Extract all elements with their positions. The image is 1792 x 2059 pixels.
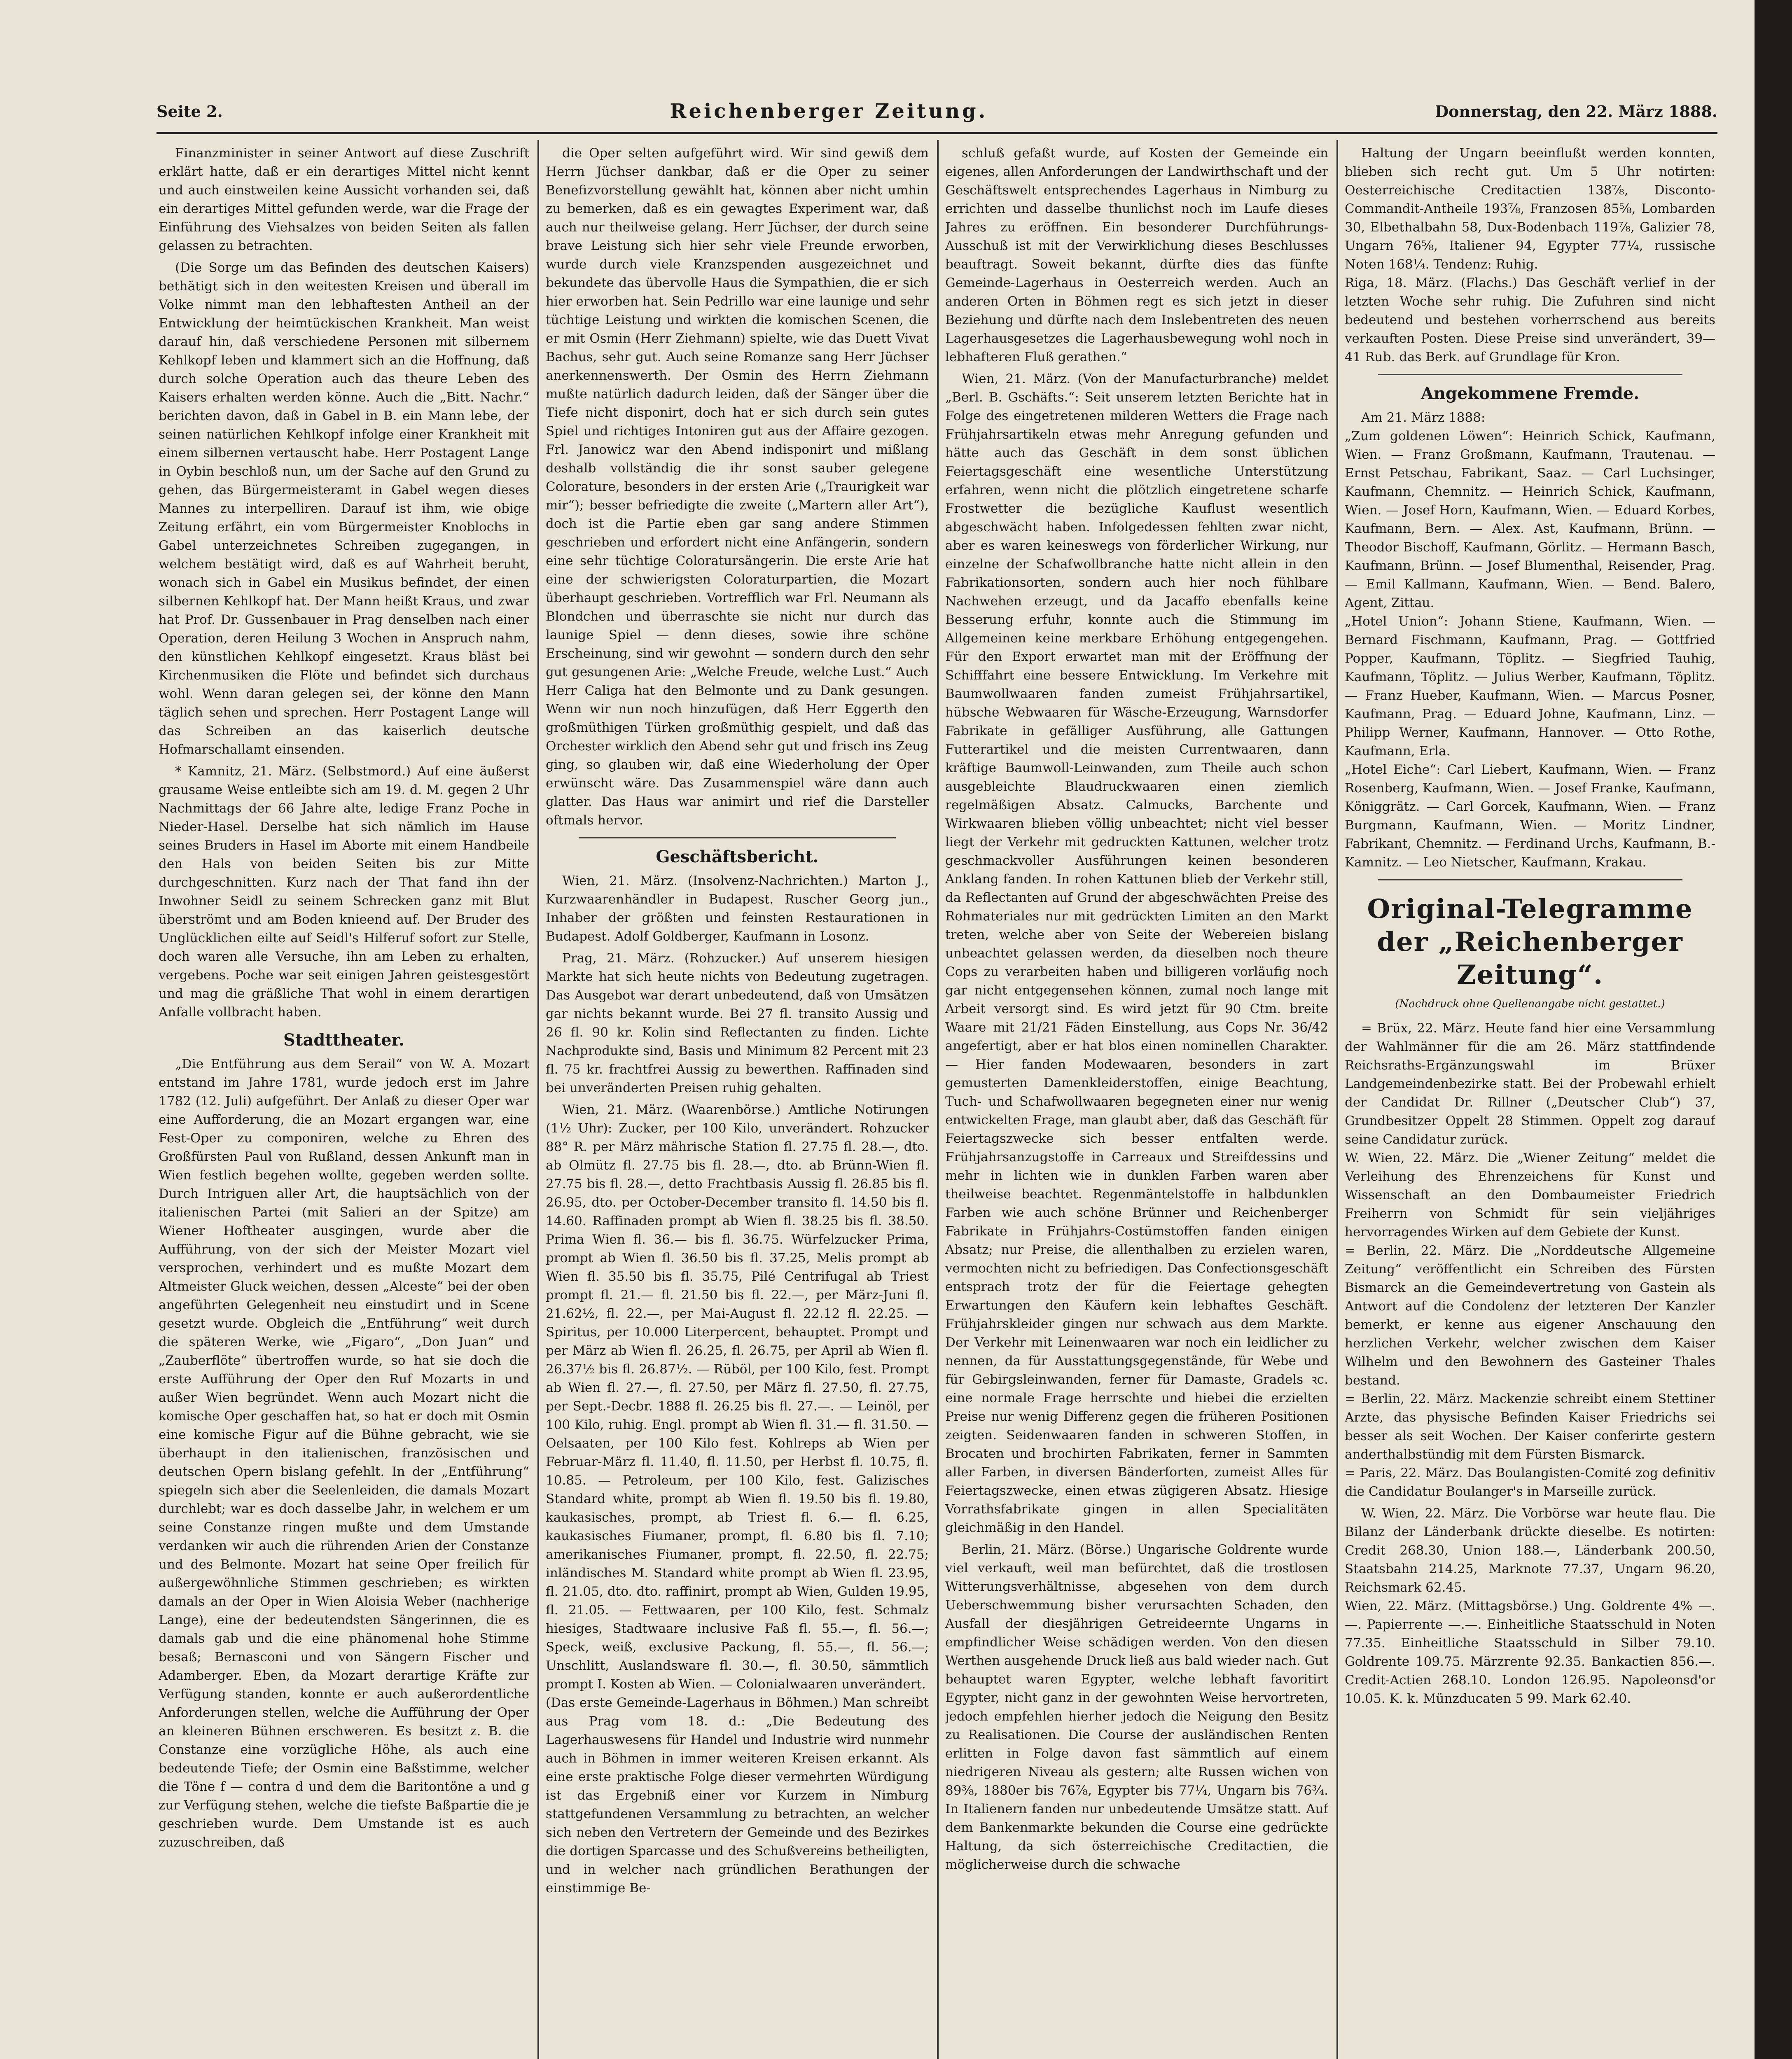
article-paragraph: Haltung der Ungarn beeinflußt werden konnten, blieben sich recht gut. Um 5 Uhr notirten: Oesterreichische Creditactien 138⅞, Disconto-Commandit-Antheile 193⅞, Franzosen 85⅝, Lombarden 30, Elbethalbahn 58, Dux-Bodenbach 119⅞, Galizier 78, Ungarn 76⅝, Italiener 94, Egypter 77¼, russische Noten 168¼. Tendenz: Ruhig. Riga, 18. März. (Flachs.) Das Geschäft verlief in der letzten Woche sehr ruhig. Die Zufuhren sind nicht bedeutend und bestehen vorherrschend aus bereits verkauften Posten. Diese Preise sind unverändert, 39—41 Rub. das Berk. auf Grundlage für Kron. (1345, 146, 1715, 364)
article-paragraph: „Die Entführung aus dem Serail“ von W. A. Mozart entstand im Jahre 1781, wurde jedoch erst im Jahre 1782 (12. Juli) aufgeführt. Der Anlaß zu dieser Oper war eine Aufforderung, die an Mozart ergangen war, eine Fest-Oper zu componiren, welche zu Ehren des Großfürsten Paul von Rußland, dessen Ankunft man in Wien festlich begehen wollte, gegeben werden sollte. Durch Intriguen aller Art, die hauptsächlich von der italienischen Partei (mit Salieri an der Spitze) am Wiener Hoftheater ausgingen, wurde aber die Aufführung, von der sich der Meister Mozart viel versprochen, verhindert und es mußte Mozart dem Altmeister Gluck weichen, dessen „Alceste“ bei der oben angeführten Gelegenheit neu einstudirt und in Scene gesetzt wurde. Obgleich die „Entführung“ weit durch die späteren Werke, wie „Figaro“, „Don Juan“ und „Zauberflöte“ übertroffen wurde, so hat sie doch die erste Aufführung der Oper den Ruf Mozarts in und außer Wien begründet. Wenn auch Mozart nicht die komische Oper geschaffen hat, so hat er doch mit Osmin eine komische Figur auf die Bühne gebracht, wie sie überhaupt in den italienischen, französischen und deutschen Opern bislang gefehlt. In der „Entführung“ spiegeln sich aber die Seelenleiden, die damals Mozart durchlebt; war es doch dasselbe Jahr, in welchem er um seine Constanze ringen mußte und dem Umstande verdanken wir auch die rührenden Arien der Constanze und des Belmonte. Mozart hat seine Oper freilich für außergewöhnliche Stimmen geschrieben; es wirkten damals an der Oper in Wien Aloisia Weber (nachherige Lange), eine der bedeutendsten Sängerinnen, die es damals gab und die eine phänomenal hohe Stimme besaß; Bernasconi und von Sängern Fischer und Adamberger. Eben, da Mozart derartige Kräfte zur Verfügung standen, konnte er auch außerordentliche Anforderungen stellen, welche die Aufführung der Oper an kleineren Bühnen erschweren. Es besitzt z. B. die Constanze eine vorzügliche Höhe, als auch eine bedeutende Tiefe; der Osmin eine Baßstimme, welcher die Töne f — contra d und dem die Baritontöne a und g zur Verfügung stehen, welche die tiefste Baßpartie die je geschrieben wurde. Dem Umstande ist es auch zuzuschreiben, daß (159, 1057, 529, 1850)
article-paragraph: Am 21. März 1888: „Zum goldenen Löwen“: Heinrich Schick, Kaufmann, Wien. — Franz Großmann, Kaufmann, Trautenau. — Ernst Petschau, Fabrikant, Saaz. — Carl Luchsinger, Kaufmann, Chemnitz. — Heinrich Schick, Kaufmann, Wien. — Josef Horn, Kaufmann, Wien. — Eduard Korbes, Kaufmann, Bern. — Alex. Ast, Kaufmann, Brünn. — Theodor Bischoff, Kaufmann, Görlitz. — Hermann Basch, Kaufmann, Brünn. — Josef Blumenthal, Reisender, Prag. — Emil Kallmann, Kaufmann, Wien. — Bend. Balero, Agent, Zittau. „Hotel Union“: Johann Stiene, Kaufmann, Wien. — Bernard Fischmann, Kaufmann, Prag. — Gottfried Popper, Kaufmann, Töplitz. — Siegfried Tauhig, Kaufmann, Töplitz. — Julius Werber, Kaufmann, Töplitz. — Franz Hueber, Kaufmann, Wien. — Marcus Posner, Kaufmann, Prag. — Eduard Johne, Kaufmann, Linz. — Philipp Werner, Kaufmann, Hannover. — Otto Rothe, Kaufmann, Erla. „Hotel Eiche“: Carl Liebert, Kaufmann, Wien. — Franz Rosenberg, Kaufmann, Wien. — Josef Franke, Kaufmann, Königgrätz. — Carl Gorcek, Kaufmann, Wien. — Franz Burgmann, Kaufmann, Wien. — Moritz Lindner, Fabrikant, Chemnitz. — Ferdinand Urchs, Kaufmann, B.-Kamnitz. — Leo Nietscher, Kaufmann, Krakau. (1345, 410, 1715, 870)
article-paragraph: (Die Sorge um das Befinden des deutschen Kaisers) bethätigt sich in den weitesten Kreisen und überall im Volke nimmt man den lebhaftesten Antheil an der Entwicklung der heimtückischen Krankheit. Man weist darauf hin, daß verschiedene Personen mit silbernem Kehlkopf leben und klammert sich an die Hoffnung, daß durch solche Operation auch das theure Leben des Kaisers erhalten werden könne. Auch die „Bitt. Nachr.“ berichten davon, daß in Gabel in B. ein Mann lebe, der seinen natürlichen Kehlkopf infolge einer Krankheit mit einem silbernen vertauscht habe. Herr Postagent Lange in Oybin beschloß nun, um der Sache auf den Grund zu gehen, das Bürgermeisteramt in Gabel wegen dieses Mannes zu interpelliren. Darauf ist ihm, wie obige Zeitung erfährt, ein vom Bürgermeister Knoblochs in Gabel unterzeichnetes Schreiben zugegangen, in welchem bestätigt wird, daß es auf Wahrheit beruht, wonach sich in Gabel ein Musikus befindet, der einen silbernen Kehlkopf hat. Der Mann heißt Kraus, und zwar hat Prof. Dr. Gussenbauer in Prag denselben nach einer Operation, deren Heilung 3 Wochen in Anspruch nahm, den künstlichen Kehlkopf eingesetzt. Kraus bläst bei Kirchenmusiken die Flöte und befindet sich durchaus wohl. Wenn daran gelegen sei, der könne den Mann täglich sehen und sprechen. Herr Postagent Lange will das Schreiben an das kaiserlich deutsche Hofmarschallamt einsenden. (159, 260, 529, 757)
top-rule (157, 132, 1717, 134)
article-paragraph: W. Wien, 22. März. Die Vorbörse war heute flau. Die Bilanz der Länderbank drückte dieselbe. Es notirten: Credit 268.30, Union 188.—, Länderbank 200.50, Staatsbahn 214.25, Marknote 77.37, Ungarn 96.20, Reichsmark 62.45. Wien, 22. März. (Mittagsbörse.) Ung. Goldrente 4% —.—. Papierrente —.—. Einheitliche Staatsschuld in Noten 77.35. Einheitliche Staatsschuld in Silber 79.10. Goldrente 109.75. Märzrente 92.35. Bankactien 856.—. Credit-Actien 268.10. London 126.95. Napoleonsd'or 10.05. K. k. Münzducaten 5 99. Mark 62.40. (1345, 1506, 1715, 1706)
section-heading: Stadttheater. (283, 1030, 404, 1050)
issue-date: Donnerstag, den 22. März 1888. (1435, 102, 1717, 121)
article-paragraph: Wien, 21. März. (Von der Manufacturbranche) meldet „Berl. B. Gschäfts.“: Seit unserem letzten Berichte hat in Folge des eingetretenen milderen Wetters die Frage nach Frühjahrsartikeln etwas mehr Anregung gefunden und hätte auch das Geschäft in dem sonst üblichen Feiertagsgeschäft eine wesentliche Unterstützung erfahren, wenn nicht die plötzlich eingetretene scharfe Frostwetter die bezügliche Kauflust wesentlich abgeschwächt haben. Infolgedessen fehlten zwar nicht, aber es waren keineswegs von förderlicher Wirkung, nur einzelne der Schafwollbranche hatte nicht allein in den Fabrikationsorten, sondern auch hier noch fühlbare Nachwehen erzeugt, und da Jacaffo ebenfalls keine Besserung erfuhr, konnte auch die Stimmung im Allgemeinen keine merkbare Erhöhung entgegengehen. Für den Export erwartet man mit der Eröffnung der Schifffahrt eine bessere Entwicklung. Im Verkehre mit Baumwollwaaren fanden zumeist Frühjahrsartikel, hübsche Webwaaren für Wäsche-Erzeugung, Warnsdorfer Fabrikate in gefälliger Ausführung, alle Gattungen Futterartikel und die meisten Currentwaaren, dann kräftige Baumwoll-Leinwanden, zum Theile auch schon ausgebleichte Blaudruckwaaren einen ziemlich regelmäßigen Absatz. Calmucks, Barchente und Wirkwaaren blieben völlig unbeachtet; nicht viel besser liegt der Verkehr mit gedruckten Kattunen, welcher trotz geschmackvoller Ausführungen keinen besonderen Anklang fanden. In rohen Kattunen blieb der Verkehr still, da Reflectanten auf Grund der abgeschwächten Preise des Rohmateriales nur mit gedrückten Limiten an den Markt treten, welche aber von Seite der Webereien bislang unbeachtet gelassen werden, da dieselben noch theure Cops zu verarbeiten haben und billigeren vorläufig noch gar nicht entgegensehen können, zumal noch lange mit Arbeit versorgt sind. Es wird jetzt für 90 Ctm. breite Waare mit 21/21 Fäden Einstellung, aus Cops Nr. 36/42 angefertigt, aber er hat blos einen nominellen Charakter. — Hier fanden Modewaaren, besonders in zart gemusterten Damenkleiderstoffen, einige Beachtung, Tuch- und Schafwollwaaren begegneten einer nur wenig entwickelten Frage, man glaubt aber, daß das Geschäft für Feiertagszwecke sich besser entfalten werde. Frühjahrsanzugstoffe in Carreaux und Streifdessins und mehr in lichten wie in dunklen Farben waren aber theilweise beachtet. Regenmäntelstoffe in halbdunklen Farben wie auch schöne Brünner und Reichenberger Fabrikate in Frühjahrs-Costümstoffen fanden einigen Absatz; nur Preise, die allenthalben zu erzielen waren, vermochten nicht zu befriedigen. Das Confectionsgeschäft entsprach trotz der für die Feiertage gehegten Erwartungen den Käufern kein lebhaftes Geschäft. Frühjahrskleider gingen nur schwach aus dem Markte. Der Verkehr mit Leinenwaaren war noch ein leidlicher zu nennen, da für Ausstattungsgegenstände, für Webe und für Gebirgsleinwanden, ferner für Damaste, Gradels ꝛc. eine normale Frage herrschte und hiebei die erzielten Preise nur wenig Differenz gegen die früheren Positionen zeigten. Seidenwaaren fanden in schweren Stoffen, in Brocaten und brochirten Fabrikaten, ferner in Sammten aller Farben, in diversen Bänderforten, zumeist Alles für Feiertagszwecke, einen etwas zügigeren Absatz. Hiesige Vorrathsfabrikate gingen in allen Specialitäten gleichmäßig in den Handel. (945, 371, 1328, 1535)
column-4 (1345, 144, 1715, 2059)
article-paragraph: * Kamnitz, 21. März. (Selbstmord.) Auf eine äußerst grausame Weise entleibte sich am 19. d. M. gegen 2 Uhr Nachmittags der 66 Jahre alte, ledige Franz Poche in Nieder-Hasel. Derselbe hat sich nämlich im Hause seines Bruders in Hasel im Aborte mit einem Handbeile den Hals von beiden Seiten bis zur Mitte durchgeschnitten. Kurz nach der That fand ihn der Inwohner Seidl zu seinem Schrecken ganz mit Blut überströmt und am Boden knieend auf. Der Bruder des Unglücklichen eilte auf Seidl's Hilferuf sofort zur Stelle, doch waren alle Versuche, ihn am Leben zu erhalten, vergebens. Poche war seit einigen Jahren geistesgestört und mag die gräßliche That wohl in einem derartigen Anfalle vollbracht haben. (159, 764, 529, 1020)
article-paragraph: Prag, 21. März. (Rohzucker.) Auf unserem hiesigen Markte hat sich heute nichts von Bedeutung zugetragen. Das Ausgebot war derart unbedeutend, daß von Umsätzen gar nichts bekannt wurde. Bei 27 fl. transito Aussig und 26 fl. 90 kr. Kolin sind Reflectanten zu finden. Lichte Nachprodukte sind, Basis und Minimum 82 Percent mit 23 fl. 75 kr. frachtfrei Aussig zu bewerthen. Raffinaden sind bei unveränderten Preisen ruhig gehalten. (546, 951, 929, 1095)
page-header (157, 95, 1717, 128)
column-divider (937, 140, 939, 2059)
article-paragraph: Finanzminister in seiner Antwort auf diese Zuschrift erklärt hatte, daß er ein derartiges Mittel nicht kennt und auch einstweilen keine Aussicht vorhanden sei, daß ein derartiges Mittel gefunden werde, war die Frage der Einführung des Viehsalzes von beiden Seiten als fallen gelassen zu betrachten. (159, 146, 529, 253)
column-2 (546, 144, 929, 2059)
divider (579, 837, 896, 838)
column-divider (1336, 140, 1338, 2059)
article-paragraph: Wien, 21. März. (Insolvenz-Nachrichten.) Marton J., Kurzwaarenhändler in Budapest. Ruscher Georg jun., Inhaber der größten und feinsten Restaurationen in Budapest. Adolf Goldberger, Kaufmann in Losonz. (546, 873, 929, 944)
divider (1378, 374, 1682, 375)
masthead: Reichenberger Zeitung. (670, 100, 988, 123)
article-paragraph: Wien, 21. März. (Waarenbörse.) Amtliche Notirungen (1½ Uhr): Zucker, per 100 Kilo, unverändert. Rohzucker 88° R. per März mährische Station fl. 27.75 fl. 28.—, dto. ab Olmütz fl. 27.75 bis fl. 28.—, dto. ab Brünn-Wien fl. 27.75 bis fl. 28.—, detto Frachtbasis Aussig fl. 26.85 bis fl. 26.95, dto. per October-December transito fl. 14.50 bis fl. 14.60. Raffinaden prompt ab Wien fl. 38.25 bis fl. 38.50. Prima Wien fl. 36.— bis fl. 36.75. Würfelzucker Prima, prompt ab Wien fl. 36.50 bis fl. 37.25, Melis prompt ab Wien fl. 35.50 bis fl. 35.75, Pilé Centrifugal ab Triest prompt fl. 21.— fl. 21.50 bis fl. 22.—, per März-Juni fl. 21.62½, fl. 22.—, per Mai-August fl. 22.12 fl. 22.25. — Spiritus, per 10.000 Literpercent, behauptet. Prompt und per März ab Wien fl. 26.25, fl. 26.75, per April ab Wien fl. 26.37½ bis fl. 26.87½. — Rüböl, per 100 Kilo, fest. Prompt ab Wien fl. 27.—, fl. 27.50, per März fl. 27.50, fl. 27.75, per Sept.-Decbr. 1888 fl. 26.25 bis fl. 27.—. — Leinöl, per 100 Kilo, ruhig. Engl. prompt ab Wien fl. 31.— fl. 31.50. — Oelsaaten, per 100 Kilo fest. Kohlreps ab Wien per Februar-März fl. 11.40, fl. 11.50, per Herbst fl. 10.75, fl. 10.85. — Petroleum, per 100 Kilo, fest. Galizisches Standard white, prompt ab Wien fl. 19.50 bis fl. 19.80, kaukasisches, prompt, ab Triest fl. 6.— fl. 6.25, kaukasisches Fiumaner, prompt, fl. 6.80 bis fl. 7.10; amerikanisches Fiumaner, prompt, fl. 22.50, fl. 22.75; inländisches M. Standard white prompt ab Wien fl. 23.95, fl. 21.05, dto. dto. raffinirt, prompt ab Wien, Gulden 19.95, fl. 21.05. — Fettwaaren, per 100 Kilo, fest. Schmalz hiesiges, Stadtwaare inclusive Faß fl. 55.—, fl. 56.—; Speck, weiß, exclusive Packung, fl. 55.—, fl. 56.—; Unschlitt, Auslandsware fl. 30.—, fl. 30.50, sämmtlich prompt I. Kosten ab Wien. — Colonialwaaren unverändert. (Das erste Gemeinde-Lagerhaus in Böhmen.) Man schreibt aus Prag vom 18. d.: „Die Bedeutung des Lagerhauswesens für Handel und Industrie wird nunmehr auch in Böhmen in immer weiteren Kreisen erkannt. Als eine erste praktische Folge dieser vermehrten Würdigung ist das Ergebniß einer vor Kurzem in Nimburg stattgefundenen Versammlung zu betrachten, an welcher sich neben den Vertretern der Gemeinde und des Bezirkes die dortigen Sparcasse und des Schußvereins betheiligten, und in welcher nach gründlichen Berathungen der einstimmige Be- (546, 1102, 929, 1896)
article-paragraph: schluß gefaßt wurde, auf Kosten der Gemeinde ein eigenes, allen Anforderungen der Landwirthschaft und der Geschäftswelt entsprechendes Lagerhaus in Nimburg zu errichten und dasselbe thunlichst noch im Laufe dieses Jahres zu eröffnen. Ein besonderer Durchführungs-Ausschuß ist mit der Verwirklichung dieses Beschlusses beauftragt. Soweit bekannt, dürfte dies das fünfte Gemeinde-Lagerhaus in Oesterreich werden. Auch an anderen Orten in Böhmen regt es sich jetzt in dieser Beziehung und dürfte nach dem Inslebentreten des neuen Lagerhausgesetzes die Lagerhausbewegung wohl noch in lebhafteren Fluß gerathen.“ (945, 146, 1328, 364)
divider (1378, 879, 1682, 880)
column-divider (537, 140, 539, 2059)
column-1 (159, 144, 529, 2059)
section-heading: Geschäftsbericht. (656, 847, 819, 866)
scan-edge (1755, 0, 1792, 2059)
article-paragraph: = Brüx, 22. März. Heute fand hier eine Versammlung der Wahlmänner für die am 26. März stattfindende Reichsraths-Ergänzungswahl im Brüxer Landgemeindenbezirke statt. Bei der Probewahl erhielt der Candidat Dr. Rillner („Deutscher Club“) 37, Grundbesitzer Oppelt 28 Stimmen. Oppelt zog darauf seine Candidatur zurück. W. Wien, 22. März. Die „Wiener Zeitung“ meldet die Verleihung des Ehrenzeichens für Kunst und Wissenschaft an den Dombaumeister Friedrich Freiherrn von Schmidt für sein vieljähriges hervorragendes Wirken auf dem Gebiete der Kunst. = Berlin, 22. März. Die „Norddeutsche Allgemeine Zeitung“ veröffentlicht ein Schreiben des Fürsten Bismarck an die Gemeindevertretung von Gastein als Antwort auf die Condolenz der letzteren Der Kanzler bemerkt, er kenne aus eigener Anschauung den herzlichen Verkehr, welcher zwischen dem Kaiser Wilhelm und den Bewohnern des Gasteiner Thales bestand. = Berlin, 22. März. Mackenzie schreibt einem Stettiner Arzte, das physische Befinden Kaiser Friedrichs sei besser als seit Wochen. Der Kaiser conferirte gestern anderthalbstündig mit dem Fürsten Bismarck. = Paris, 22. März. Das Boulangisten-Comité zog definitiv die Candidatur Boulanger's in Marseille zurück. (1345, 1021, 1715, 1499)
section-heading: Angekommene Fremde. (1421, 384, 1640, 403)
telegram-heading: Original-Telegramme der „Reichenberger Zeitung“. (1367, 894, 1693, 990)
telegram-subheading: (Nachdruck ohne Quellenangabe nicht gestattet.) (1395, 998, 1665, 1010)
article-paragraph: die Oper selten aufgeführt wird. Wir sind gewiß dem Herrn Jüchser dankbar, daß er die Oper zu seiner Benefizvorstellung gewählt hat, können aber nicht umhin zu bemerken, daß es ein gewagtes Experiment war, daß auch nur theilweise gelang. Herr Jüchser, der durch seine brave Leistung sich hier sehr viele Freunde erworben, wurde durch viele Kranzspenden ausgezeichnet und bekundete das übervolle Haus die Sympathien, die er sich hier erworben hat. Sein Pedrillo war eine launige und sehr tüchtige Leistung und wirkten die komischen Scenen, die er mit Osmin (Herr Ziehmann) spielte, wie das Duett Vivat Bachus, sehr gut. Auch seine Romanze sang Herr Jüchser anerkennenswerth. Der Osmin des Herrn Ziehmann mußte natürlich dadurch leiden, daß der Sänger über die Tiefe nicht disponirt, doch hat er sich durch sein gutes Spiel und richtiges Intoniren gut aus der Affaire gezogen. Frl. Janowicz war den Abend indisponirt und mißlang deshalb vollständig die ihr sonst sauber gelegene Colorature, besonders in der ersten Arie („Traurigkeit war mir“); besser befriedigte die zweite („Martern aller Art“), doch ist die Partie eben gar sang andere Stimmen geschrieben und erfordert nicht eine Anfängerin, sondern eine sehr tüchtige Coloratursängerin. Die erste Arie hat eine der schwierigsten Coloraturpartien, die Mozart überhaupt geschrieben. Vortrefflich war Frl. Neumann als Blondchen und überraschte sie nicht nur durch das launige Spiel — denn dieses, sowie ihre schöne Erscheinung, sind wir gewohnt — sondern durch den sehr gut gesungenen Arie: „Welche Freude, welche Lust.“ Auch Herr Caliga hat den Belmonte und zu Dank gesungen. Wenn wir nun noch hinzufügen, daß Herr Eggerth den großmüthigen Türken großmüthig gespielt, und daß das Orchester wirklich den Abend sehr gut und frisch ins Zeug ging, so glauben wir, daß eine Wiederholung der Oper erwünscht wäre. Das Zusammenspiel wäre dann auch glatter. Das Haus war animirt und rief die Darsteller oftmals hervor. (546, 146, 929, 828)
column-3 (945, 144, 1328, 2059)
article-paragraph: Berlin, 21. März. (Börse.) Ungarische Goldrente wurde viel verkauft, weil man befürchtet, daß die trostlosen Witterungsverhältnisse, abgesehen von dem durch Ueberschwemmung bisher verursachten Schaden, den Ausfall der diesjährigen Getreideernte Ungarns in empfindlicher Weise schädigen werden. Von den diesen Werthen ausgehende Druck ließ aus bald wieder nach. Gut behauptet waren Egypter, welche lebhaft favoritirt Egypter, nicht ganz in der gewohnten Weise hervortreten, jedoch empfehlen hierher jedoch die Neigung den Besitz zu Realisationen. Die Course der ausländischen Renten erlitten in Folge davon fast sämmtlich auf einem niedrigeren Niveau als gestern; alte Russen wichen von 89⅜, 1880er bis 76⅞, Egypter bis 77¼, Ungarn bis 76¾. In Italienern fanden nur unbedeutende Umsätze statt. Auf dem Bankenmarkte bekunden die Course eine gedrückte Haltung, da sich österreichische Creditactien, die möglicherweise durch die schwache (945, 1542, 1328, 1872)
page-number: Seite 2. (157, 102, 223, 121)
